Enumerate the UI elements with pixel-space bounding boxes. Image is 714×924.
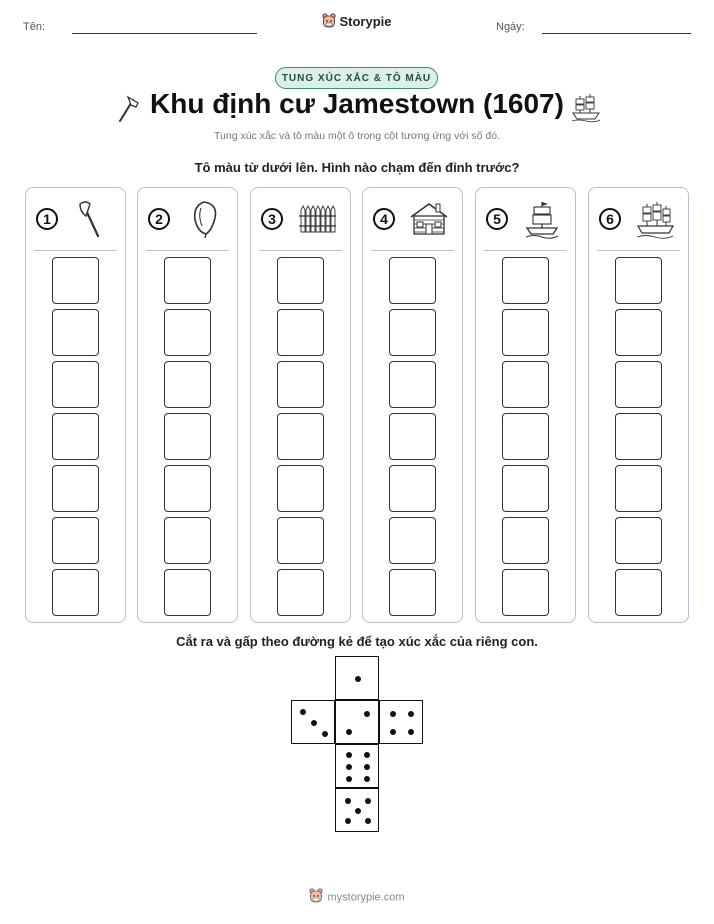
- color-cell[interactable]: [277, 465, 324, 512]
- column-divider: [597, 250, 680, 251]
- dice-pip: [346, 752, 352, 758]
- color-cell[interactable]: [502, 465, 549, 512]
- color-cell[interactable]: [502, 413, 549, 460]
- column-1: [25, 187, 126, 623]
- dice-pip: [345, 798, 351, 804]
- color-cell[interactable]: [502, 309, 549, 356]
- fence-icon: [297, 198, 337, 240]
- footer-url[interactable]: mystorypie.com: [327, 891, 405, 904]
- dice-pip: [300, 709, 306, 715]
- column-number: 4: [373, 208, 395, 230]
- column-header: [251, 188, 350, 250]
- color-cell[interactable]: [52, 257, 99, 304]
- dice-pip: [364, 776, 370, 782]
- color-cell[interactable]: [389, 361, 436, 408]
- color-cell[interactable]: [277, 517, 324, 564]
- color-cell[interactable]: [277, 361, 324, 408]
- column-header: [363, 188, 462, 250]
- dice-pip: [365, 818, 371, 824]
- brand-name: Storypie: [339, 13, 392, 29]
- dice-pip: [311, 720, 317, 726]
- color-cell[interactable]: [164, 361, 211, 408]
- color-cell[interactable]: [389, 517, 436, 564]
- color-cell[interactable]: [389, 309, 436, 356]
- column-header: [589, 188, 688, 250]
- column-number: 2: [148, 208, 170, 230]
- dice-pip: [408, 711, 414, 717]
- color-cell[interactable]: [52, 361, 99, 408]
- color-cell[interactable]: [615, 361, 662, 408]
- color-cell[interactable]: [164, 309, 211, 356]
- dice-pip: [355, 676, 361, 682]
- dice-pip: [364, 711, 370, 717]
- color-cell[interactable]: [164, 569, 211, 616]
- dice-face: [335, 788, 379, 832]
- column-3: [250, 187, 351, 623]
- dice-face: [335, 700, 379, 744]
- cabin-icon: [409, 198, 449, 240]
- color-cell[interactable]: [52, 413, 99, 460]
- column-number: 5: [486, 208, 508, 230]
- color-cell[interactable]: [615, 257, 662, 304]
- color-cell[interactable]: [615, 413, 662, 460]
- dice-pip: [364, 752, 370, 758]
- brand-header: [0, 13, 714, 32]
- column-number: 3: [261, 208, 283, 230]
- column-divider: [484, 250, 567, 251]
- seed-icon: [184, 198, 224, 240]
- dice-face: [335, 744, 379, 788]
- ship-icon: [635, 198, 675, 240]
- color-cell[interactable]: [164, 257, 211, 304]
- color-cell[interactable]: [164, 465, 211, 512]
- color-cell[interactable]: [615, 465, 662, 512]
- color-cell[interactable]: [164, 413, 211, 460]
- column-divider: [146, 250, 229, 251]
- color-instruction: Tô màu từ dưới lên. Hình nào chạm đến đỉnh trước?: [194, 160, 520, 175]
- column-number: 6: [599, 208, 621, 230]
- color-cell[interactable]: [52, 517, 99, 564]
- dice-pip: [408, 729, 414, 735]
- page-subtitle: Tung xúc xắc và tô màu một ô trong cột tương ứng với số đó.: [214, 130, 500, 142]
- color-cell[interactable]: [52, 309, 99, 356]
- color-cell[interactable]: [502, 569, 549, 616]
- color-cell[interactable]: [502, 361, 549, 408]
- dice-pip: [355, 808, 361, 814]
- boat-icon: [522, 198, 562, 240]
- dice-pip: [390, 729, 396, 735]
- page-title: Khu định cư Jamestown (1607): [150, 88, 564, 119]
- dice-pip: [365, 798, 371, 804]
- color-cell[interactable]: [277, 413, 324, 460]
- color-cell[interactable]: [615, 517, 662, 564]
- column-2: [137, 187, 238, 623]
- storypie-logo-icon: [322, 13, 336, 32]
- color-cell[interactable]: [502, 257, 549, 304]
- storypie-logo-icon: [309, 888, 323, 907]
- name-line[interactable]: [72, 33, 257, 34]
- color-cell[interactable]: [164, 517, 211, 564]
- column-divider: [371, 250, 454, 251]
- dice-pip: [390, 711, 396, 717]
- column-6: [588, 187, 689, 623]
- dice-pip: [364, 764, 370, 770]
- column-4: [362, 187, 463, 623]
- color-cell[interactable]: [389, 257, 436, 304]
- dice-face: [291, 700, 335, 744]
- color-cell[interactable]: [277, 309, 324, 356]
- name-label: Tên:: [23, 21, 46, 33]
- date-line[interactable]: [542, 33, 691, 34]
- column-header: [26, 188, 125, 250]
- column-5: [475, 187, 576, 623]
- dice-pip: [322, 731, 328, 737]
- dice-pip: [346, 776, 352, 782]
- cut-instruction: Cắt ra và gấp theo đường kẻ để tạo xúc xắc của riêng con.: [176, 634, 538, 649]
- column-divider: [259, 250, 342, 251]
- title-ship-icon: [570, 91, 602, 128]
- color-cell[interactable]: [615, 569, 662, 616]
- column-divider: [34, 250, 117, 251]
- dice-pip: [345, 818, 351, 824]
- column-number: 1: [36, 208, 58, 230]
- dice-face: [335, 656, 379, 700]
- date-label: Ngày:: [496, 21, 525, 33]
- color-cell[interactable]: [615, 309, 662, 356]
- activity-badge: TUNG XÚC XẮC & TÔ MÀU: [275, 67, 438, 89]
- column-header: [138, 188, 237, 250]
- dice-pip: [346, 729, 352, 735]
- color-cell[interactable]: [389, 569, 436, 616]
- dice-face: [379, 700, 423, 744]
- color-cell[interactable]: [277, 569, 324, 616]
- color-cell[interactable]: [502, 517, 549, 564]
- column-header: [476, 188, 575, 250]
- axe-icon: [72, 198, 112, 240]
- color-cell[interactable]: [52, 569, 99, 616]
- color-cell[interactable]: [389, 413, 436, 460]
- footer: [0, 888, 714, 907]
- dice-pip: [346, 764, 352, 770]
- color-cell[interactable]: [277, 257, 324, 304]
- color-cell[interactable]: [389, 465, 436, 512]
- color-cell[interactable]: [52, 465, 99, 512]
